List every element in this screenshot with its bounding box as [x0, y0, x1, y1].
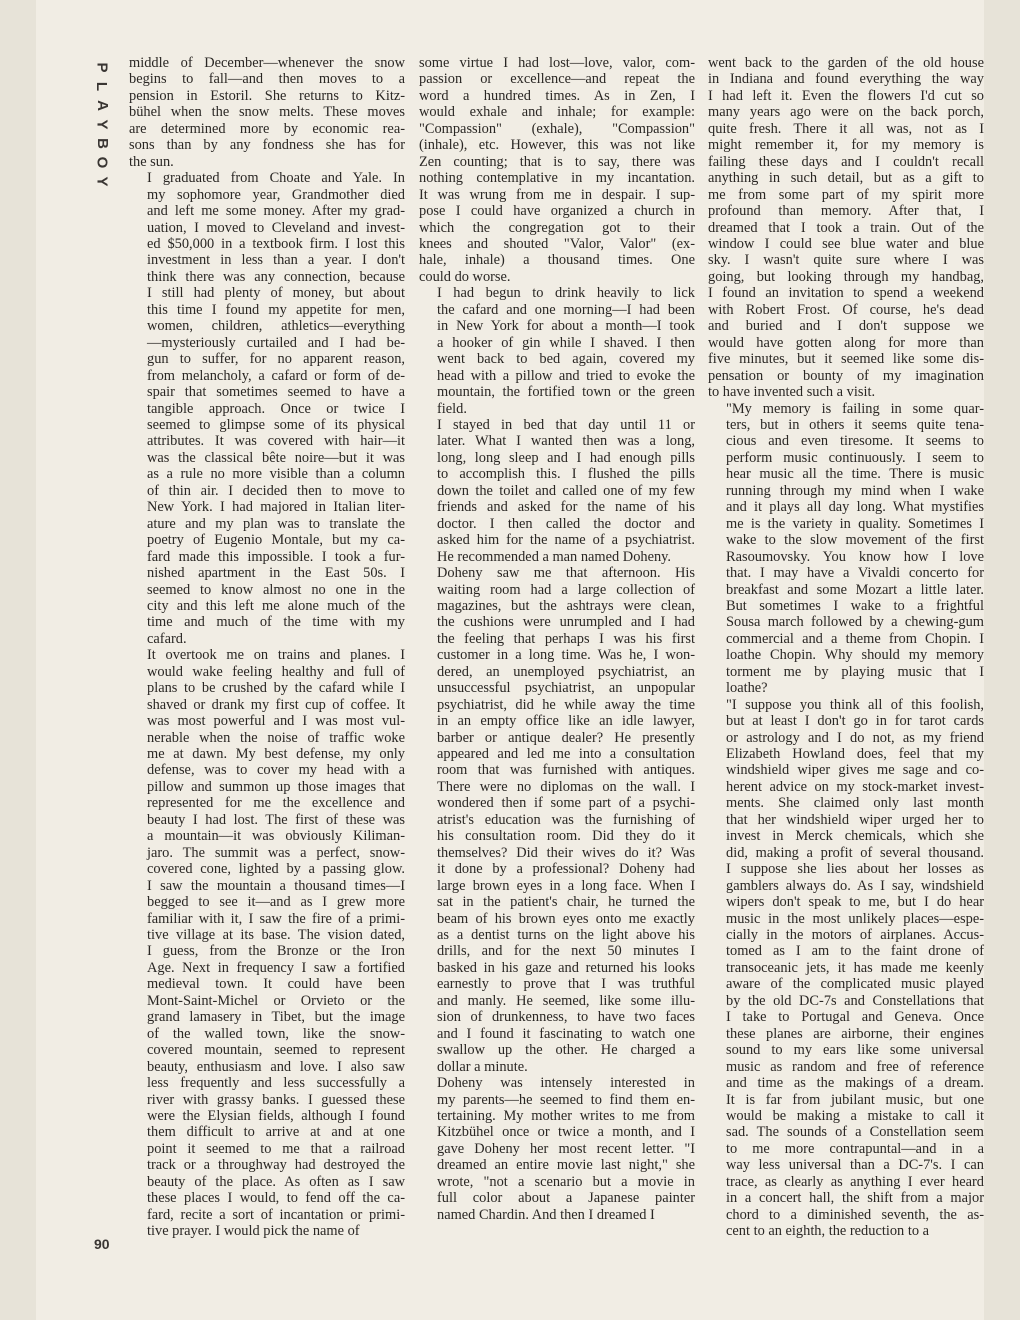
text-line: are determined more by economic rea- [129, 120, 405, 137]
masthead-letter: A [93, 100, 111, 111]
text-line: dollar a minute. [437, 1058, 528, 1075]
text-line: loathe Chopin. Why should my memory [726, 647, 984, 664]
text-line: customer in a long time. Was he, I won- [437, 647, 695, 664]
text-line: beam of his brown eyes onto me exactly [437, 910, 695, 927]
text-line: pensation or bounty of my imagination [708, 367, 984, 384]
text-line: cious and even tiresome. It seems to [726, 433, 984, 450]
text-line: beauty of the place. As often as I saw [147, 1173, 405, 1190]
text-line: which the congregation got to their [419, 219, 695, 236]
text-line: less frequently and less successfully a [147, 1075, 405, 1092]
text-line: beauty I had lost. The first of these was [147, 811, 405, 828]
text-line: (inhale), etc. However, this was not like [419, 137, 695, 154]
text-line: I still had plenty of money, but about [147, 285, 405, 302]
text-line: Kitzbühel once or twice a month, and I [437, 1124, 695, 1141]
text-line: of the walled town, like the snow- [147, 1025, 405, 1042]
text-line: time and much of the time with my [147, 614, 405, 631]
text-line: Doheny was intensely interested in [437, 1075, 695, 1092]
text-line: I graduated from Choate and Yale. In [147, 170, 405, 187]
text-line: Zen counting; that is to say, there was [419, 153, 695, 170]
text-line: It overtook me on trains and planes. I [147, 647, 405, 664]
page-number: 90 [94, 1236, 110, 1252]
text-line: the sun. [129, 153, 174, 170]
text-line: that her windshield wiper urged her to [726, 811, 984, 828]
text-line: bühel when the snow melts. These moves [129, 104, 405, 121]
text-line: drills, and for the next 50 minutes I [437, 943, 695, 960]
text-line: ed $50,000 in a textbook firm. I lost this [147, 235, 405, 252]
text-line: them difficult to arrive at and at one [147, 1124, 405, 1141]
text-line: asked him for the name of a psychiatrist. [437, 532, 695, 549]
text-line: wake to the slow movement of the first [726, 532, 984, 549]
text-line: beauty, enthusiasm and love. I also saw [147, 1058, 405, 1075]
text-line: hale, inhale) a thousand times. One [419, 252, 695, 269]
text-line: It is far from jubilant music, but one [726, 1091, 984, 1108]
text-line: down the toilet and called one of my few [437, 482, 695, 499]
text-line: —mysteriously curtailed and I had be- [147, 334, 405, 351]
text-line: I had left it. Even the flowers I'd cut so [708, 87, 984, 104]
text-line: seemed to glimpse some of its physical [147, 416, 405, 433]
paragraph [419, 55, 695, 285]
text-line: going, but looking through my handbag, [708, 268, 984, 285]
text-line: head with a pillow and tried to evoke the [437, 367, 695, 384]
text-line: "My memory is failing in some quar- [726, 400, 984, 417]
text-line: atrist's education was the furnishing of [437, 811, 695, 828]
text-line: that. I may have a Vivaldi concerto for [726, 565, 984, 582]
text-line: ature and my plan was to translate the [147, 515, 405, 532]
text-line: I stayed in bed that day until 11 or [437, 416, 695, 433]
text-line: this time I found my appetite for men, [147, 301, 405, 318]
paragraph [419, 565, 695, 1075]
text-line: was most powerful and I was most vul- [147, 713, 405, 730]
text-line: and I found it fascinating to watch one [437, 1025, 695, 1042]
text-line: grand lamasery in Tibet, but the image [147, 1009, 405, 1026]
text-line: me is the variety in quality. Sometimes I [726, 515, 984, 532]
text-line: Rasoumovsky. You know how I love [726, 548, 984, 565]
text-line: torment me by playing music that I [726, 663, 984, 680]
text-line: would wake feeling healthy and full of [147, 663, 405, 680]
text-line: long, long sleep and I had enough pills [437, 449, 695, 466]
text-line: room that was furnished with antiques. [437, 762, 695, 779]
text-line: sons than by any fondness she has for [129, 137, 405, 154]
text-line: was the classical bête noire—but it was [147, 449, 405, 466]
text-line: pose I could have organized a church in [419, 203, 695, 220]
paragraph [129, 170, 405, 647]
text-line: waiting room had a large collection of [437, 581, 695, 598]
text-line: basked in his gaze and returned his looks [437, 959, 695, 976]
masthead-letter: Y [93, 119, 111, 130]
text-line: these places I would, to fend off the ca- [147, 1190, 405, 1207]
text-line: chord to a diminished seventh, the as- [726, 1206, 984, 1223]
text-line: familiar with it, I saw the fire of a primi- [147, 910, 405, 927]
text-line: sky. I wasn't quite sure where I was [708, 252, 984, 269]
masthead [92, 58, 112, 191]
paragraph [708, 697, 984, 1240]
text-line: way less universal than a DC-7's. I can [726, 1157, 984, 1174]
text-line: defense, was to cover my head with a [147, 762, 405, 779]
text-line: my parents—he seemed to find them en- [437, 1091, 695, 1108]
text-line: these planes are airborne, their engines [726, 1025, 984, 1042]
masthead-letter: Y [93, 176, 111, 187]
text-line: a mountain—it was obviously Kiliman- [147, 828, 405, 845]
text-line: to me more contrapuntal—and in a [726, 1140, 984, 1157]
text-line: anything in such detail, but as a gift to [708, 170, 984, 187]
text-line: and left me some money. After my grad- [147, 203, 405, 220]
text-line: did, making a profit of several thousand. [726, 844, 984, 861]
magazine-page [36, 0, 984, 1320]
text-line: gun to suffer, for no apparent reason, [147, 351, 405, 368]
text-line: I suppose she lies about her losses as [726, 861, 984, 878]
text-line: to have invented such a visit. [708, 384, 876, 401]
text-line: nothing contemplative in my incantation. [419, 170, 695, 187]
text-line: the cafard and one morning—I had been [437, 301, 695, 318]
text-line: plans to be crushed by the cafard while I [147, 680, 405, 697]
text-line: doctor. I then called the doctor and [437, 515, 695, 532]
text-line: it done by a professional? Doheny had [437, 861, 695, 878]
text-line: in New York for about a month—I took [437, 318, 695, 335]
text-line: pillow and summon up those images that [147, 778, 405, 795]
text-line: could do worse. [419, 268, 511, 285]
text-line: and time as the makings of a dream. [726, 1075, 984, 1092]
text-line: to accomplish this. I flushed the pills [437, 466, 695, 483]
text-line: in an empty office like an idle lawyer, [437, 713, 695, 730]
text-line: cent to an eighth, the reduction to a [726, 1223, 930, 1240]
text-line: track or a throughway had destroyed the [147, 1157, 405, 1174]
text-line: a hooker of gin while I shaved. I then [437, 334, 695, 351]
text-line: many years ago were on the back porch, [708, 104, 984, 121]
text-line: profound than memory. After that, I [708, 203, 984, 220]
text-line: passion or excellence—and repeat the [419, 71, 695, 88]
text-line: dreamed that I took a train. Out of the [708, 219, 984, 236]
text-line: aware of the complicated music played [726, 976, 984, 993]
text-line: wondered then if some part of a psychi- [437, 795, 695, 812]
text-line: ters, but in others it seems quite tena- [726, 416, 984, 433]
text-line: and manly. He seemed, like some illu- [437, 992, 695, 1009]
text-line: sad. The sounds of a Constellation seem [726, 1124, 984, 1141]
text-line: pension in Estoril. She returns to Kitz- [129, 87, 405, 104]
masthead-letter: O [93, 156, 111, 169]
text-line: I guess, from the Bronze or the Iron [147, 943, 405, 960]
text-line: knees and shouted "Valor, Valor" (ex- [419, 235, 695, 252]
text-line: investment in less than a year. I don't [147, 252, 405, 269]
masthead-letter: P [93, 62, 111, 73]
text-line: would exhale and inhale; for example: [419, 104, 695, 121]
text-line: herent advice on my stock-market invest- [726, 778, 984, 795]
text-line: There were no diplomas on the wall. I [437, 778, 695, 795]
text-line: tive village at its base. The vision dated, [147, 927, 405, 944]
text-line: me at dawn. My best defense, my only [147, 746, 405, 763]
text-line: went back to the garden of the old house [708, 55, 984, 71]
text-line: went back to bed again, covered my [437, 351, 695, 368]
text-line: large brown eyes in a long face. When I [437, 877, 695, 894]
text-line: loathe? [726, 680, 768, 697]
text-line: I saw the mountain a thousand times—I [147, 877, 405, 894]
text-line: magazines, but the ashtrays were clean, [437, 597, 695, 614]
paragraph [708, 55, 984, 401]
text-line: would be making a mistake to call it [726, 1108, 984, 1124]
text-line: sat in the patient's chair, he turned the [437, 894, 695, 911]
text-line: fard, recite a sort of incantation or primi- [147, 1206, 405, 1223]
text-line: and it plays all day long. What mystifies [726, 499, 984, 516]
text-line: appeared and led me into a consultation [437, 746, 695, 763]
text-line: dreamed an entire movie last night," she [437, 1157, 695, 1174]
text-line: nished apartment in the East 50s. I [147, 565, 405, 582]
text-line: as a dentist turns on the light above his [437, 927, 695, 944]
text-line: gave Doheny her most recent letter. "I [437, 1140, 695, 1157]
text-line: New York. I had majored in Italian liter- [147, 499, 405, 516]
text-line: gamblers always do. As I say, windshield [726, 877, 984, 894]
text-line: cafard. [147, 630, 187, 647]
masthead-letter: L [93, 81, 111, 92]
text-line: with Robert Frost. Of course, he's dead [708, 301, 984, 318]
text-line: full color about a Japanese painter [437, 1190, 695, 1207]
text-line: failing these days and I couldn't recall [708, 153, 984, 170]
text-line: sound to my ears like some universal [726, 1042, 984, 1059]
text-line: music in the most unlikely places—espe- [726, 910, 984, 927]
text-line: It was wrung from me in despair. I sup- [419, 186, 695, 203]
text-line: and buried and I don't suppose we [708, 318, 984, 335]
text-line: tangible approach. Once or twice I [147, 400, 405, 417]
text-line: Sousa march followed by a chewing-gum [726, 614, 984, 631]
text-line: spair that sometimes seemed to have a [147, 384, 405, 401]
text-line: begged to see it—and as I grew more [147, 894, 405, 911]
text-line: wipers don't speak to me, but I do hear [726, 894, 984, 911]
text-line: window I could see blue water and blue [708, 235, 984, 252]
text-line: women, children, athletics—everything [147, 318, 405, 335]
text-line: Age. Next in frequency I saw a fortified [147, 959, 405, 976]
text-line: begins to fall—and then moves to a [129, 71, 405, 88]
text-line: hear music all the time. There is music [726, 466, 984, 483]
text-line: trace, as clearly as anything I ever heard [726, 1173, 984, 1190]
text-column-2 [419, 55, 695, 1223]
text-line: cially in the motors of airplanes. Accus- [726, 927, 984, 944]
text-line: windshield wiper gives me sage and co- [726, 762, 984, 779]
text-line: the feeling that perhaps I was his first [437, 630, 695, 647]
text-line: my sophomore year, Grandmother died [147, 186, 405, 203]
text-line: "Compassion" (exhale), "Compassion" [419, 120, 695, 137]
text-line: field. [437, 400, 467, 417]
text-line: earnestly to prove that I was truthful [437, 976, 695, 993]
text-line: his consultation room. Did they do it [437, 828, 695, 845]
text-line: perform music continuously. I seem to [726, 449, 984, 466]
text-line: uation, I moved to Cleveland and invest- [147, 219, 405, 236]
text-line: shaved or drank my first cup of coffee. It [147, 696, 405, 713]
text-line: from melancholy, a cafard or form of de- [147, 367, 405, 384]
text-line: Doheny saw me that afternoon. His [437, 565, 695, 582]
text-column-1 [129, 55, 405, 1240]
text-line: ments. She claimed only last month [726, 795, 984, 812]
text-line: breakfast and some Mozart a little later. [726, 581, 984, 598]
text-line: quite fresh. There it all was, not as I [708, 120, 984, 137]
text-line: psychiatrist, did he while away the time [437, 696, 695, 713]
text-line: think there was any connection, because [147, 268, 405, 285]
text-line: tomed as I am to the faint drone of [726, 943, 984, 960]
text-line: dered, an unemployed psychiatrist, an [437, 663, 695, 680]
text-line: city and this left me alone much of the [147, 597, 405, 614]
text-line: word a hundred times. As in Zen, I [419, 87, 695, 104]
text-column-3 [708, 55, 984, 1240]
text-line: named Chardin. And then I dreamed I [437, 1206, 655, 1223]
text-line: of thin air. I decided then to move to [147, 482, 405, 499]
text-line: tertaining. My mother writes to me from [437, 1108, 695, 1124]
text-line: would have gotten along for more than [708, 334, 984, 351]
text-line: I found an invitation to spend a weekend [708, 285, 984, 302]
text-line: swallow up the other. He charged a [437, 1042, 695, 1059]
text-line: medieval town. It could have been [147, 976, 405, 993]
text-line: attributes. It was covered with hair—it [147, 433, 405, 450]
text-line: as a rule no more visible than a column [147, 466, 405, 483]
text-line: later. What I wanted then was a long, [437, 433, 695, 450]
text-line: He recommended a man named Doheny. [437, 548, 672, 565]
text-line: I had begun to drink heavily to lick [437, 285, 695, 302]
text-line: me from some part of my spirit more [708, 186, 984, 203]
text-line: unsuccessful psychiatrist, an unpopular [437, 680, 695, 697]
text-line: tive prayer. I would pick the name of [147, 1223, 360, 1240]
text-line: poetry of Eugenio Montale, but my ca- [147, 532, 405, 549]
text-line: but at least I don't go in for tarot cards [726, 713, 984, 730]
text-line: in Indiana and found everything the way [708, 71, 984, 88]
text-line: fard made this impossible. I took a fur- [147, 548, 405, 565]
text-line: Elizabeth Howland does, feel that my [726, 746, 984, 763]
text-line: some virtue I had lost—love, valor, com- [419, 55, 695, 71]
text-line: might remember it, for my memory is [708, 137, 984, 154]
text-line: middle of December—whenever the snow [129, 55, 405, 71]
text-line: covered cone, lighted by a passing glow. [147, 861, 405, 878]
paragraph [129, 55, 405, 170]
text-line: invest in Merck chemicals, which she [726, 828, 984, 845]
text-line: barber or antique dealer? He presently [437, 729, 695, 746]
text-line: sion of drunkenness, to have two faces [437, 1009, 695, 1026]
text-line: friends and asked for the name of his [437, 499, 695, 516]
text-line: transoceanic jets, it has made me keenly [726, 959, 984, 976]
paragraph [129, 647, 405, 1239]
text-line: running through my mind when I wake [726, 482, 984, 499]
text-line: Mont-Saint-Michel or Orvieto or the [147, 992, 405, 1009]
text-line: the cushions were unrumpled and I had [437, 614, 695, 631]
paragraph [419, 285, 695, 417]
text-line: five minutes, but it seemed like some dis- [708, 351, 984, 368]
text-line: music as random and free of reference [726, 1058, 984, 1075]
text-line: covered mountain, seemed to represent [147, 1042, 405, 1059]
masthead-letter: B [93, 138, 111, 149]
text-line: were the Elysian fields, although I found [147, 1108, 405, 1124]
text-line: river with grassy banks. I guessed these [147, 1091, 405, 1108]
paragraph [419, 417, 695, 565]
text-line: But sometimes I wake to a frightful [726, 597, 984, 614]
text-line: nerable when the noise of traffic woke [147, 729, 405, 746]
text-line: I take to Portugal and Geneva. Once [726, 1009, 984, 1026]
text-line: commercial and a theme from Chopin. I [726, 630, 984, 647]
text-line: point it seemed to me that a railroad [147, 1140, 405, 1157]
text-line: mountain, the fortified town or the green [437, 384, 695, 401]
text-line: themselves? Did their wives do it? Was [437, 844, 695, 861]
text-line: jaro. The summit was a perfect, snow- [147, 844, 405, 861]
text-line: wrote, "not a scenario but a movie in [437, 1173, 695, 1190]
paragraph [708, 401, 984, 697]
text-line: in a concert hall, the shift from a major [726, 1190, 984, 1207]
text-line: by the old DC-7s and Constellations that [726, 992, 984, 1009]
paragraph [419, 1075, 695, 1223]
text-line: "I suppose you think all of this foolish, [726, 696, 984, 713]
text-line: or astrology and I do not, as my friend [726, 729, 984, 746]
text-line: represented for me the excellence and [147, 795, 405, 812]
text-line: seemed to know almost no one in the [147, 581, 405, 598]
